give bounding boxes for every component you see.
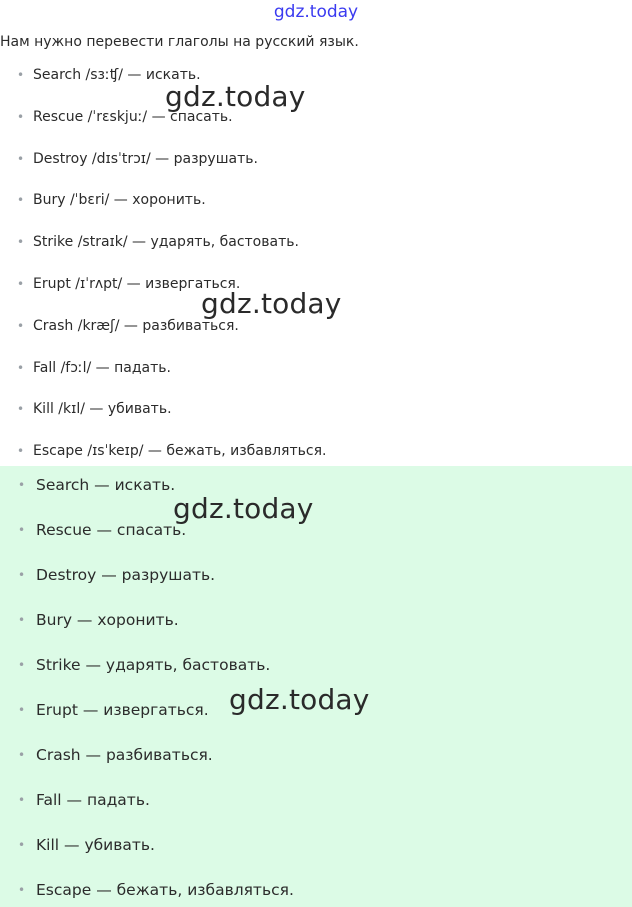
answer-list	[0, 466, 632, 907]
bullet-icon: •	[18, 478, 26, 492]
watermark: gdz.today	[173, 492, 314, 525]
list-item-text: Bury /ˈbɛri/ — хоронить.	[33, 192, 206, 209]
watermark: gdz.today	[201, 287, 342, 320]
list-item-text: Crash — разбиваться.	[36, 746, 213, 764]
list-item-text: Rescue /ˈrɛskjuː/ — спасать.	[33, 108, 233, 125]
bullet-icon: •	[17, 360, 25, 375]
bullet-icon: •	[18, 523, 26, 537]
bullet-icon: •	[17, 402, 25, 417]
list-item-text: Erupt — извергаться.	[36, 701, 209, 719]
list-item-text: Escape — бежать, избавляться.	[36, 881, 294, 899]
list-item	[0, 871, 632, 907]
answer-block	[0, 466, 632, 907]
bullet-icon: •	[17, 444, 25, 459]
watermark: gdz.today	[229, 683, 370, 716]
list-item	[0, 55, 632, 97]
bullet-icon: •	[18, 613, 26, 627]
list-item	[0, 511, 632, 556]
list-item-text: Strike — ударять, бастовать.	[36, 656, 271, 674]
list-item-text: Erupt /ɪˈrʌpt/ — извергаться.	[33, 275, 241, 292]
list-item	[0, 466, 632, 511]
bullet-icon: •	[18, 703, 26, 717]
list-item-text: Fall — падать.	[36, 791, 150, 809]
bullet-icon: •	[17, 151, 25, 166]
list-item	[0, 306, 632, 348]
site-logo[interactable]: gdz.today	[273, 2, 359, 22]
bullet-icon: •	[17, 109, 25, 124]
list-item	[0, 180, 632, 222]
list-item	[0, 139, 632, 181]
list-item-text: Bury — хоронить.	[36, 611, 179, 629]
list-item-text: Escape /ɪsˈkeɪp/ — бежать, избавляться.	[33, 443, 327, 460]
list-item-text: Search /sɜːʧ/ — искать.	[33, 67, 201, 83]
list-item	[0, 601, 632, 646]
bullet-icon: •	[17, 318, 25, 333]
list-item-text: Search — искать.	[36, 476, 176, 494]
intro-text: Нам нужно перевести глаголы на русский язык.	[0, 34, 359, 50]
bullet-icon: •	[18, 658, 26, 672]
list-item-text: Kill — убивать.	[36, 836, 155, 854]
list-item-text: Fall /fɔːl/ — падать.	[33, 359, 171, 376]
watermark: gdz.today	[165, 80, 306, 113]
list-item	[0, 556, 632, 601]
list-item	[0, 389, 632, 431]
list-item	[0, 222, 632, 264]
list-item	[0, 97, 632, 139]
bullet-icon: •	[17, 235, 25, 250]
bullet-icon: •	[18, 883, 26, 897]
bullet-icon: •	[18, 568, 26, 582]
bullet-icon: •	[18, 838, 26, 852]
bullet-icon: •	[18, 793, 26, 807]
list-item-text: Kill /kɪl/ — убивать.	[33, 401, 172, 418]
bullet-icon: •	[18, 748, 26, 762]
transcription-list	[0, 55, 632, 473]
list-item	[0, 826, 632, 871]
bullet-icon: •	[17, 68, 25, 82]
list-item	[0, 348, 632, 390]
list-item-text: Crash /kræʃ/ — разбиваться.	[33, 317, 239, 334]
list-item	[0, 691, 632, 736]
list-item	[0, 646, 632, 691]
list-item-text: Destroy — разрушать.	[36, 566, 216, 584]
bullet-icon: •	[17, 193, 25, 208]
list-item-text: Rescue — спасать.	[36, 521, 187, 539]
list-item-text: Strike /straɪk/ — ударять, бастовать.	[33, 234, 299, 251]
bullet-icon: •	[17, 276, 25, 291]
list-item	[0, 781, 632, 826]
list-item	[0, 736, 632, 781]
list-item	[0, 264, 632, 306]
list-item-text: Destroy /dɪsˈtrɔɪ/ — разрушать.	[33, 150, 258, 167]
